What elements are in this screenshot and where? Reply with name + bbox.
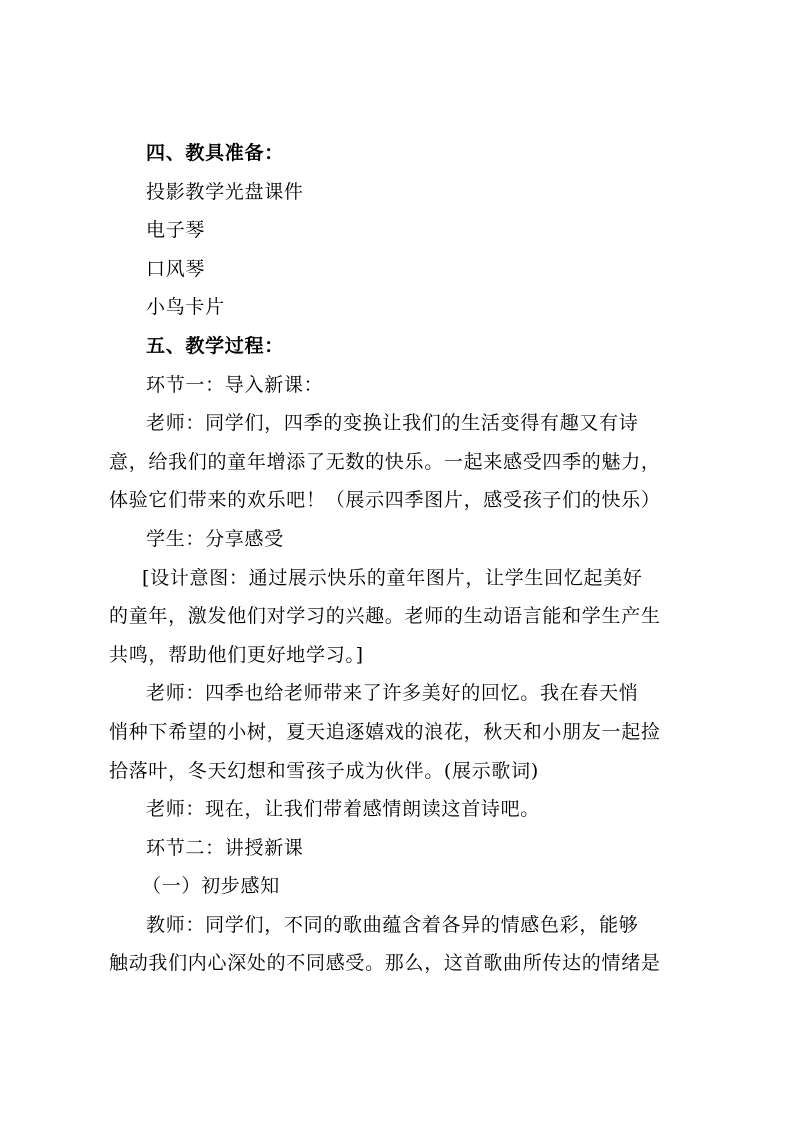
paragraph-line: 意，给我们的童年增添了无数的快乐。一起来感受四季的魅力，: [109, 450, 661, 473]
student-response: 学生：分享感受: [146, 527, 284, 550]
paragraph-line: 触动我们内心深处的不同感受。那么，这首歌曲所传达的情绪是: [109, 952, 661, 975]
section4-heading: 四、教具准备：: [146, 142, 284, 164]
teaching-aid-item: 投影教学光盘课件: [146, 180, 304, 203]
paragraph-line: 老师：同学们，四季的变换让我们的生活变得有趣又有诗: [146, 412, 639, 435]
design-intent-paragraph: [109, 559, 695, 675]
paragraph-line: 教师：同学们，不同的歌曲蕴含着各异的情感色彩，能够: [146, 913, 639, 936]
step1-title: 环节一：导入新课：: [146, 373, 324, 396]
teacher-read-line: 老师：现在，让我们带着感情朗读这首诗吧。: [146, 798, 541, 821]
paragraph-line: [设计意图：通过展示快乐的童年图片，让学生回忆起美好: [142, 566, 643, 589]
paragraph-line: 体验它们带来的欢乐吧！（展示四季图片，感受孩子们的快乐）: [109, 489, 661, 512]
paragraph-line: 拾落叶，冬天幻想和雪孩子成为伙伴。(展示歌词): [109, 759, 539, 782]
teacher-intro-paragraph: [109, 404, 695, 520]
sub1-title: （一）初步感知: [142, 875, 280, 898]
step2-title: 环节二：讲授新课: [146, 836, 304, 859]
page-content: [109, 134, 695, 983]
teaching-aid-item: 小鸟卡片: [146, 296, 225, 319]
paragraph-line: 共鸣，帮助他们更好地学习。]: [109, 643, 364, 666]
teacher-memory-paragraph: [109, 674, 695, 790]
paragraph-line: 老师：四季也给老师带来了许多美好的回忆。我在春天悄: [146, 682, 639, 705]
teacher-emotion-paragraph: [109, 906, 695, 983]
paragraph-line: 悄种下希望的小树，夏天追逐嬉戏的浪花，秋天和小朋友一起捡: [109, 720, 661, 743]
paragraph-line: 的童年，激发他们对学习的兴趣。老师的生动语言能和学生产生: [109, 605, 661, 628]
teaching-aid-item: 口风琴: [146, 257, 206, 280]
section5-heading: 五、教学过程：: [146, 334, 284, 357]
teaching-aid-item: 电子琴: [146, 219, 206, 242]
